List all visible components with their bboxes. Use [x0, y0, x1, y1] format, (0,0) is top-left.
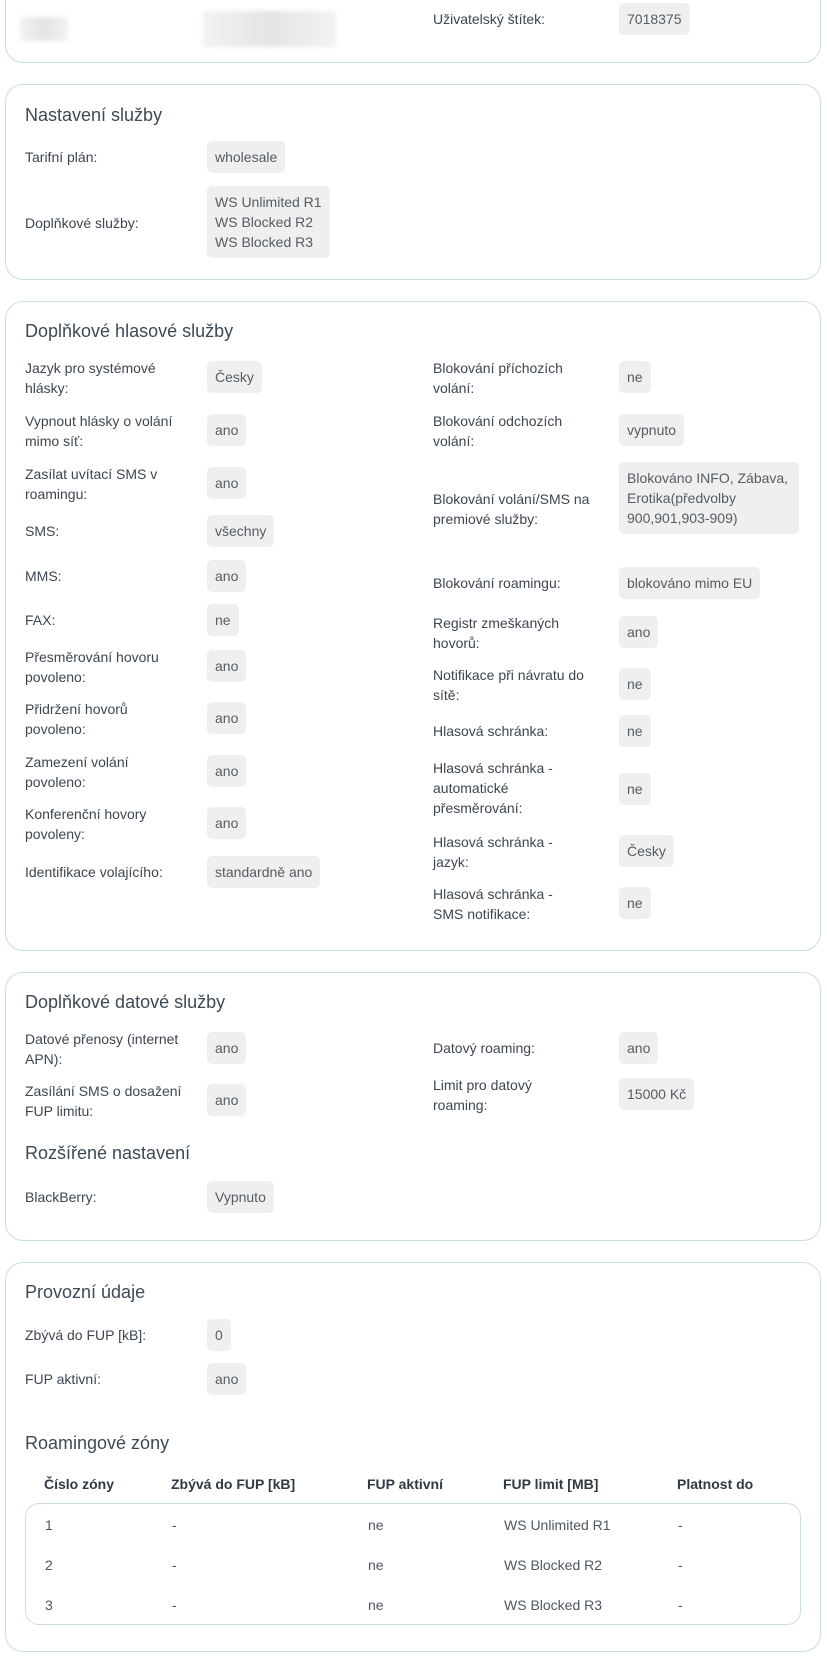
service-settings-card [5, 84, 821, 280]
welcome-sms-label: Zasílat uvítací SMS v roamingu: [25, 466, 158, 502]
account-card [5, 0, 821, 63]
fup-active-cell: ne [368, 1517, 384, 1533]
premium-block-value: Blokováno INFO, Zábava, Erotika(předvolby 900,901,903-909) [619, 462, 799, 534]
roaming-limit-value: 15000 Kč [619, 1078, 694, 1110]
column-header-valid-until: Platnost do [677, 1476, 754, 1492]
addons-label: Doplňkové služby: [25, 215, 139, 231]
fup-active-cell: ne [368, 1557, 384, 1573]
voicemail-sms-label: Hlasová schránka - SMS notifikace: [433, 886, 553, 922]
missed-calls-label: Registr zmeškaných hovorů: [433, 615, 560, 651]
call-hold-value: ano [207, 702, 246, 734]
offnet-announce-value: ano [207, 414, 246, 446]
apn-value: ano [207, 1032, 246, 1064]
mms-value: ano [207, 560, 246, 592]
roaming-block-label: Blokování roamingu: [433, 575, 561, 591]
call-hold-label: Přidržení hovorů povoleno: [25, 701, 128, 737]
service-settings-title: Nastavení služby [25, 105, 163, 125]
conference-calls-label: Konferenční hovory povoleny: [25, 806, 147, 842]
voicemail-forward-value: ne [619, 773, 651, 805]
roaming-limit-label: Limit pro datový roaming: [433, 1077, 532, 1113]
voice-services-card [5, 301, 821, 951]
fup-active-value: ano [207, 1363, 246, 1395]
missed-calls-value: ano [619, 616, 658, 648]
fup-sms-label: Zasílání SMS o dosažení FUP limitu: [25, 1083, 182, 1119]
voice-services-title: Doplňkové hlasové služby [25, 321, 234, 341]
incoming-block-label: Blokování příchozích volání: [433, 360, 563, 396]
fup-limit-cell: WS Blocked R3 [504, 1597, 603, 1613]
fup-sms-value: ano [207, 1084, 246, 1116]
column-header-fup-remaining: Zbývá do FUP [kB] [171, 1476, 296, 1492]
fup-remaining-cell: - [172, 1557, 177, 1573]
tariff-value: wholesale [207, 141, 285, 173]
conference-calls-value: ano [207, 807, 246, 839]
column-header-fup-active: FUP aktivní [367, 1476, 443, 1492]
blackberry-label: BlackBerry: [25, 1189, 97, 1205]
fup-limit-cell: WS Unlimited R1 [504, 1517, 611, 1533]
fup-remaining-cell: - [172, 1597, 177, 1613]
valid-until-cell: - [678, 1517, 683, 1533]
roaming-block-value: blokováno mimo EU [619, 567, 760, 599]
call-barring-value: ano [207, 755, 246, 787]
outgoing-block-label: Blokování odchozích volání: [433, 413, 563, 449]
voicemail-language-value: Česky [619, 835, 674, 867]
caller-id-label: Identifikace volajícího: [25, 864, 163, 880]
fup-remaining-cell: - [172, 1517, 177, 1533]
voicemail-sms-value: ne [619, 887, 651, 919]
sms-label: SMS: [25, 523, 60, 539]
sms-value: všechny [207, 515, 274, 547]
system-language-label: Jazyk pro systémové hlásky: [25, 360, 156, 396]
tariff-label: Tarifní plán: [25, 149, 98, 165]
roaming-zones-title: Roamingové zóny [25, 1433, 170, 1453]
offnet-announce-label: Vypnout hlásky o volání mimo síť: [25, 413, 173, 449]
incoming-block-value: ne [619, 361, 651, 393]
fup-remaining-label: Zbývá do FUP [kB]: [25, 1327, 147, 1343]
outgoing-block-value: vypnuto [619, 414, 684, 446]
system-language-value: Česky [207, 361, 262, 393]
zone-cell: 3 [45, 1597, 53, 1613]
redacted-field-value [202, 11, 336, 47]
advanced-settings-title: Rozšířené nastavení [25, 1143, 191, 1163]
welcome-sms-value: ano [207, 467, 246, 499]
mms-label: MMS: [25, 568, 62, 584]
operational-card [5, 1262, 821, 1652]
zone-cell: 1 [45, 1517, 53, 1533]
column-header-zone: Číslo zóny [44, 1476, 115, 1492]
voicemail-language-label: Hlasová schránka - jazyk: [433, 834, 553, 870]
roaming-zones-table [25, 1503, 801, 1625]
call-forwarding-label: Přesměrování hovoru povoleno: [25, 649, 159, 685]
premium-block-label: Blokování volání/SMS na premiové služby: [433, 491, 590, 527]
data-services-card [5, 972, 821, 1241]
column-header-fup-limit: FUP limit [MB] [503, 1476, 599, 1492]
call-forwarding-value: ano [207, 650, 246, 682]
voicemail-forward-label: Hlasová schránka - automatické přesměrování: [433, 760, 553, 816]
fax-value: ne [207, 604, 239, 636]
valid-until-cell: - [678, 1557, 683, 1573]
zone-cell: 2 [45, 1557, 53, 1573]
addons-value [207, 186, 330, 258]
user-tag-value: 7018375 [619, 3, 690, 35]
fup-active-cell: ne [368, 1597, 384, 1613]
addon-item: WS Blocked R3 [215, 234, 314, 250]
blackberry-value: Vypnuto [207, 1181, 274, 1213]
call-barring-label: Zamezení volání povoleno: [25, 754, 129, 790]
operational-title: Provozní údaje [25, 1282, 146, 1302]
fax-label: FAX: [25, 612, 56, 628]
fup-active-label: FUP aktivní: [25, 1371, 101, 1387]
addon-item: WS Blocked R2 [215, 214, 314, 230]
voicemail-value: ne [619, 715, 651, 747]
fup-limit-cell: WS Blocked R2 [504, 1557, 603, 1573]
voicemail-label: Hlasová schránka: [433, 723, 549, 739]
apn-label: Datové přenosy (internet APN): [25, 1031, 179, 1067]
fup-remaining-value: 0 [207, 1319, 231, 1351]
caller-id-value: standardně ano [207, 856, 320, 888]
return-notify-value: ne [619, 668, 651, 700]
user-tag-label: Uživatelský štítek: [433, 11, 546, 27]
valid-until-cell: - [678, 1597, 683, 1613]
data-roaming-label: Datový roaming: [433, 1040, 535, 1056]
data-services-title: Doplňkové datové služby [25, 992, 226, 1012]
return-notify-label: Notifikace při návratu do sítě: [433, 667, 584, 703]
addon-item: WS Unlimited R1 [215, 194, 322, 210]
redacted-field-label [20, 17, 68, 41]
data-roaming-value: ano [619, 1032, 658, 1064]
